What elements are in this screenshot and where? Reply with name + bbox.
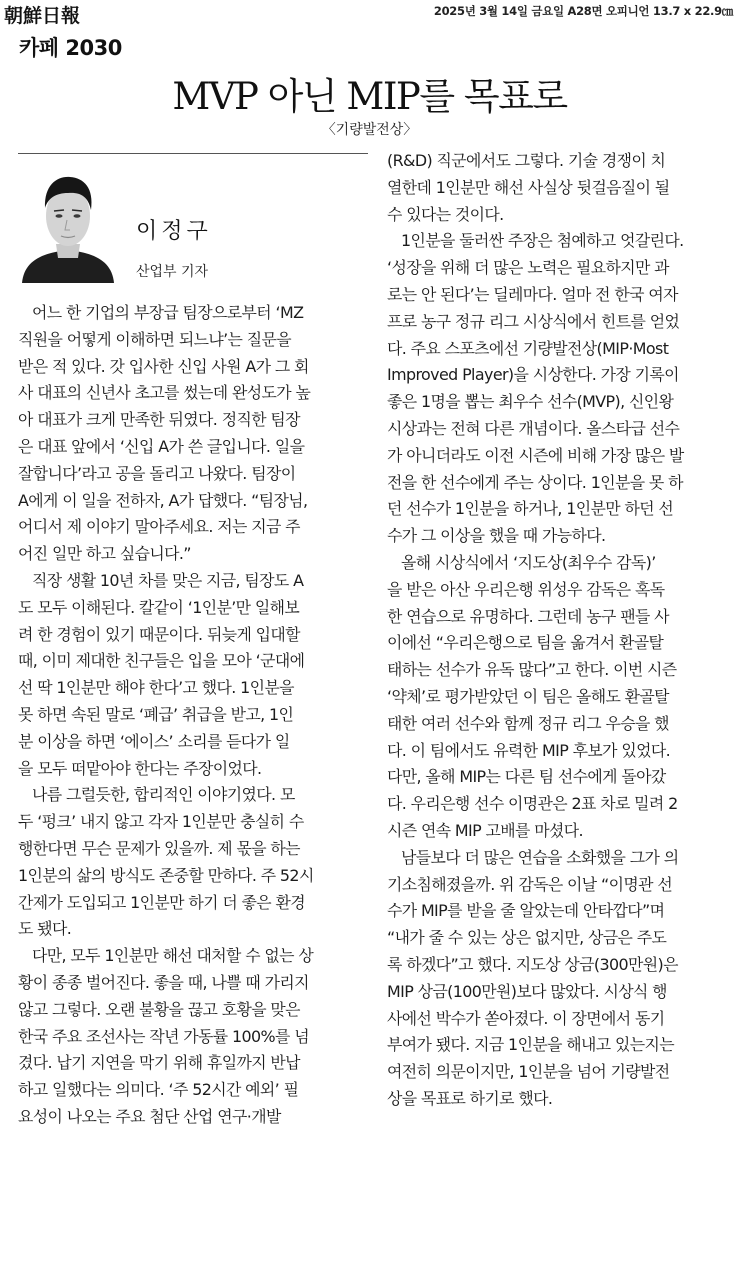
paragraph-line: 열한데 1인분만 해선 사실상 뒷걸음질이 될 xyxy=(387,177,670,197)
paragraph-line: 어느 한 기업의 부장급 팀장으로부터 ‘MZ xyxy=(32,303,304,322)
paragraph-line: Improved Player)을 시상한다. 가장 기록이 xyxy=(387,365,679,385)
paragraph-line: 다. 우리은행 선수 이명관은 2표 차로 밀려 2 xyxy=(387,794,678,814)
paragraph-line: 어진 일만 하고 싶습니다.” xyxy=(18,544,191,564)
paragraph-line: 좋은 1명을 뽑는 최우수 선수(MVP), 신인왕 xyxy=(387,392,674,412)
paragraph-line: 수 있다는 것이다. xyxy=(387,204,504,224)
article-paragraph xyxy=(387,845,732,1113)
paragraph-line: 시상과는 전혀 다른 개념이다. 올스타급 선수 xyxy=(387,418,680,438)
right-body-text xyxy=(387,148,732,1113)
paragraph-line: 전을 한 선수에게 주는 상이다. 1인분을 못 하 xyxy=(387,472,683,492)
left-body-text xyxy=(18,300,368,1131)
paragraph-line: 도 모두 이해된다. 칼같이 ‘1인분’만 일해보 xyxy=(18,597,300,617)
paragraph-line: 사 대표의 신년사 초고를 썼는데 완성도가 높 xyxy=(18,383,311,403)
paragraph-line: 두 ‘펑크’ 내지 않고 각자 1인분만 충실히 수 xyxy=(18,812,304,832)
paragraph-line: 부여가 됐다. 지금 1인분을 해내고 있는지는 xyxy=(387,1035,674,1055)
paragraph-line: 려 한 경험이 있기 때문이다. 뒤늦게 입대할 xyxy=(18,624,300,644)
paragraph-line: 태하는 선수가 유독 많다”고 한다. 이번 시즌 xyxy=(387,660,677,680)
paragraph-line: 다. 이 팀에서도 유력한 MIP 후보가 있었다. xyxy=(387,740,671,760)
paragraph-line: “내가 줄 수 있는 상은 없지만, 상금은 주도 xyxy=(387,928,667,948)
publication-meta: 2025년 3월 14일 금요일 A28면 오피니언 13.7 x 22.9㎝ xyxy=(433,4,733,18)
paragraph-line: 기소침해졌을까. 위 감독은 이날 “이명관 선 xyxy=(387,874,673,894)
left-column xyxy=(18,148,368,1131)
article-paragraph xyxy=(18,568,368,782)
paragraph-line: 못 하면 속된 말로 ‘폐급’ 취급을 받고, 1인 xyxy=(18,704,294,724)
byline-rule xyxy=(18,153,368,154)
paragraph-line: 요성이 나오는 주요 첨단 산업 연구·개발 xyxy=(18,1106,281,1126)
paragraph-line: 다만, 모두 1인분만 해선 대처할 수 없는 상 xyxy=(32,946,314,966)
paragraph-line: 1인분을 둘러싼 주장은 첨예하고 엇갈린다. xyxy=(401,231,684,251)
paragraph-line: A에게 이 일을 전하자, A가 답했다. “팀장님, xyxy=(18,490,308,510)
byline xyxy=(18,148,368,300)
paragraph-line: 하고 일했다는 의미다. ‘주 52시간 예외’ 필 xyxy=(18,1080,299,1100)
paragraph-line: 직장 생활 10년 차를 맞은 지금, 팀장도 A xyxy=(32,570,304,590)
article-paragraph xyxy=(387,148,732,228)
column-name: 카페 2030 xyxy=(19,36,122,60)
paragraph-line: 시즌 연속 MIP 고배를 마셨다. xyxy=(387,820,583,840)
subtitle: 〈기량발전상〉 xyxy=(321,122,418,138)
paragraph-line: MIP 상금(100만원)보다 많았다. 시상식 행 xyxy=(387,981,667,1001)
paragraph-line: 수가 MIP를 받을 줄 알았는데 안타깝다”며 xyxy=(387,901,665,921)
paragraph-line: 분 이상을 하면 ‘에이스’ 소리를 듣다가 일 xyxy=(18,731,290,751)
paragraph-line: 받은 적 있다. 갓 입사한 신입 사원 A가 그 회 xyxy=(18,356,309,376)
paragraph-line: (R&D) 직군에서도 그렇다. 기술 경쟁이 치 xyxy=(387,151,666,170)
paragraph-line: 수가 그 이상을 했을 때 가능하다. xyxy=(387,526,606,546)
masthead xyxy=(0,0,739,28)
paragraph-line: 여전히 의문이지만, 1인분을 넘어 기량발전 xyxy=(387,1062,670,1082)
article-paragraph xyxy=(387,228,732,550)
paragraph-line: 프로 농구 정규 리그 시상식에서 힌트를 얻었 xyxy=(387,311,680,331)
article-paragraph xyxy=(18,782,368,943)
paragraph-line: 상을 목표로 하기로 했다. xyxy=(387,1088,553,1108)
paragraph-line: 록 하겠다”고 했다. 지도상 상금(300만원)은 xyxy=(387,954,678,974)
paragraph-line: 남들보다 더 많은 연습을 소화했을 그가 의 xyxy=(401,847,679,867)
author-title: 산업부 기자 xyxy=(136,264,209,280)
paragraph-line: 태한 여러 선수와 함께 정규 리그 우승을 했 xyxy=(387,713,669,733)
paragraph-line: 어디서 제 이야기 말아주세요. 저는 지금 주 xyxy=(18,517,300,537)
paragraph-line: ‘성장을 위해 더 많은 노력은 필요하지만 과 xyxy=(387,258,669,278)
paragraph-line: 한국 주요 조선사는 작년 가동률 100%를 넘 xyxy=(18,1026,309,1046)
article-paragraph xyxy=(18,943,368,1131)
paragraph-line: 겼다. 납기 지연을 막기 위해 휴일까지 반납 xyxy=(18,1053,300,1073)
paragraph-line: 이에선 “우리은행으로 팀을 옮겨서 환골탈 xyxy=(387,633,664,653)
paragraph-line: 가 아니더라도 이전 시즌에 비해 가장 많은 발 xyxy=(387,445,684,465)
paragraph-line: 황이 종종 벌어진다. 좋을 때, 나쁠 때 가리지 xyxy=(18,972,309,992)
paragraph-line: 로는 안 된다’는 딜레마다. 얼마 전 한국 여자 xyxy=(387,284,678,304)
paragraph-line: 도 됐다. xyxy=(18,919,72,939)
paragraph-line: 나름 그럴듯한, 합리적인 이야기였다. 모 xyxy=(32,785,295,805)
paragraph-line: 다만, 올해 MIP는 다른 팀 선수에게 돌아갔 xyxy=(387,767,666,787)
paragraph-line: 간제가 도입되고 1인분만 하기 더 좋은 환경 xyxy=(18,892,305,912)
paragraph-line: 1인분의 삶의 방식도 존중할 만하다. 주 52시 xyxy=(18,865,314,885)
paragraph-line: 직원을 어떻게 이해하면 되느냐’는 질문을 xyxy=(18,329,292,349)
paragraph-line: 선 딱 1인분만 해야 한다’고 했다. 1인분을 xyxy=(18,678,294,698)
paragraph-line: 잘합니다’라고 공을 돌리고 나왔다. 팀장이 xyxy=(18,463,296,483)
author-photo xyxy=(18,158,118,283)
paragraph-line: 때, 이미 제대한 친구들은 입을 모아 ‘군대에 xyxy=(18,651,305,671)
paragraph-line: ‘약체’로 평가받았던 이 팀은 올해도 환골탈 xyxy=(387,686,669,706)
paragraph-line: 을 모두 떠맡아야 한다는 주장이었다. xyxy=(18,758,262,778)
headline: MVP 아닌 MIP를 목표로 xyxy=(172,75,567,118)
paragraph-line: 사에선 박수가 쏟아졌다. 이 장면에서 동기 xyxy=(387,1008,665,1028)
paragraph-line: 던 선수가 1인분을 하거나, 1인분만 하던 선 xyxy=(387,499,674,519)
article-paragraph xyxy=(18,300,368,568)
paragraph-line: 한 연습으로 유명하다. 그런데 농구 팬들 사 xyxy=(387,606,669,626)
paragraph-line: 다. 주요 스포츠에선 기량발전상(MIP·Most xyxy=(387,338,669,358)
paragraph-line: 을 받은 아산 우리은행 위성우 감독은 혹독 xyxy=(387,579,665,599)
paragraph-line: 은 대표 앞에서 ‘신입 A가 쓴 글입니다. 일을 xyxy=(18,436,305,456)
author-name: 이정구 xyxy=(136,219,212,244)
right-column xyxy=(387,148,732,1113)
paragraph-line: 않고 그렇다. 오랜 불황을 끊고 호황을 맞은 xyxy=(18,999,300,1019)
paragraph-line: 행한다면 무슨 문제가 있을까. 제 몫을 하는 xyxy=(18,838,300,858)
paragraph-line: 아 대표가 크게 만족한 뒤였다. 정직한 팀장 xyxy=(18,410,300,430)
paragraph-line: 올해 시상식에서 ‘지도상(최우수 감독)’ xyxy=(401,552,656,572)
newspaper-logo: 朝鮮日報 xyxy=(4,5,81,27)
article-paragraph xyxy=(387,550,732,845)
